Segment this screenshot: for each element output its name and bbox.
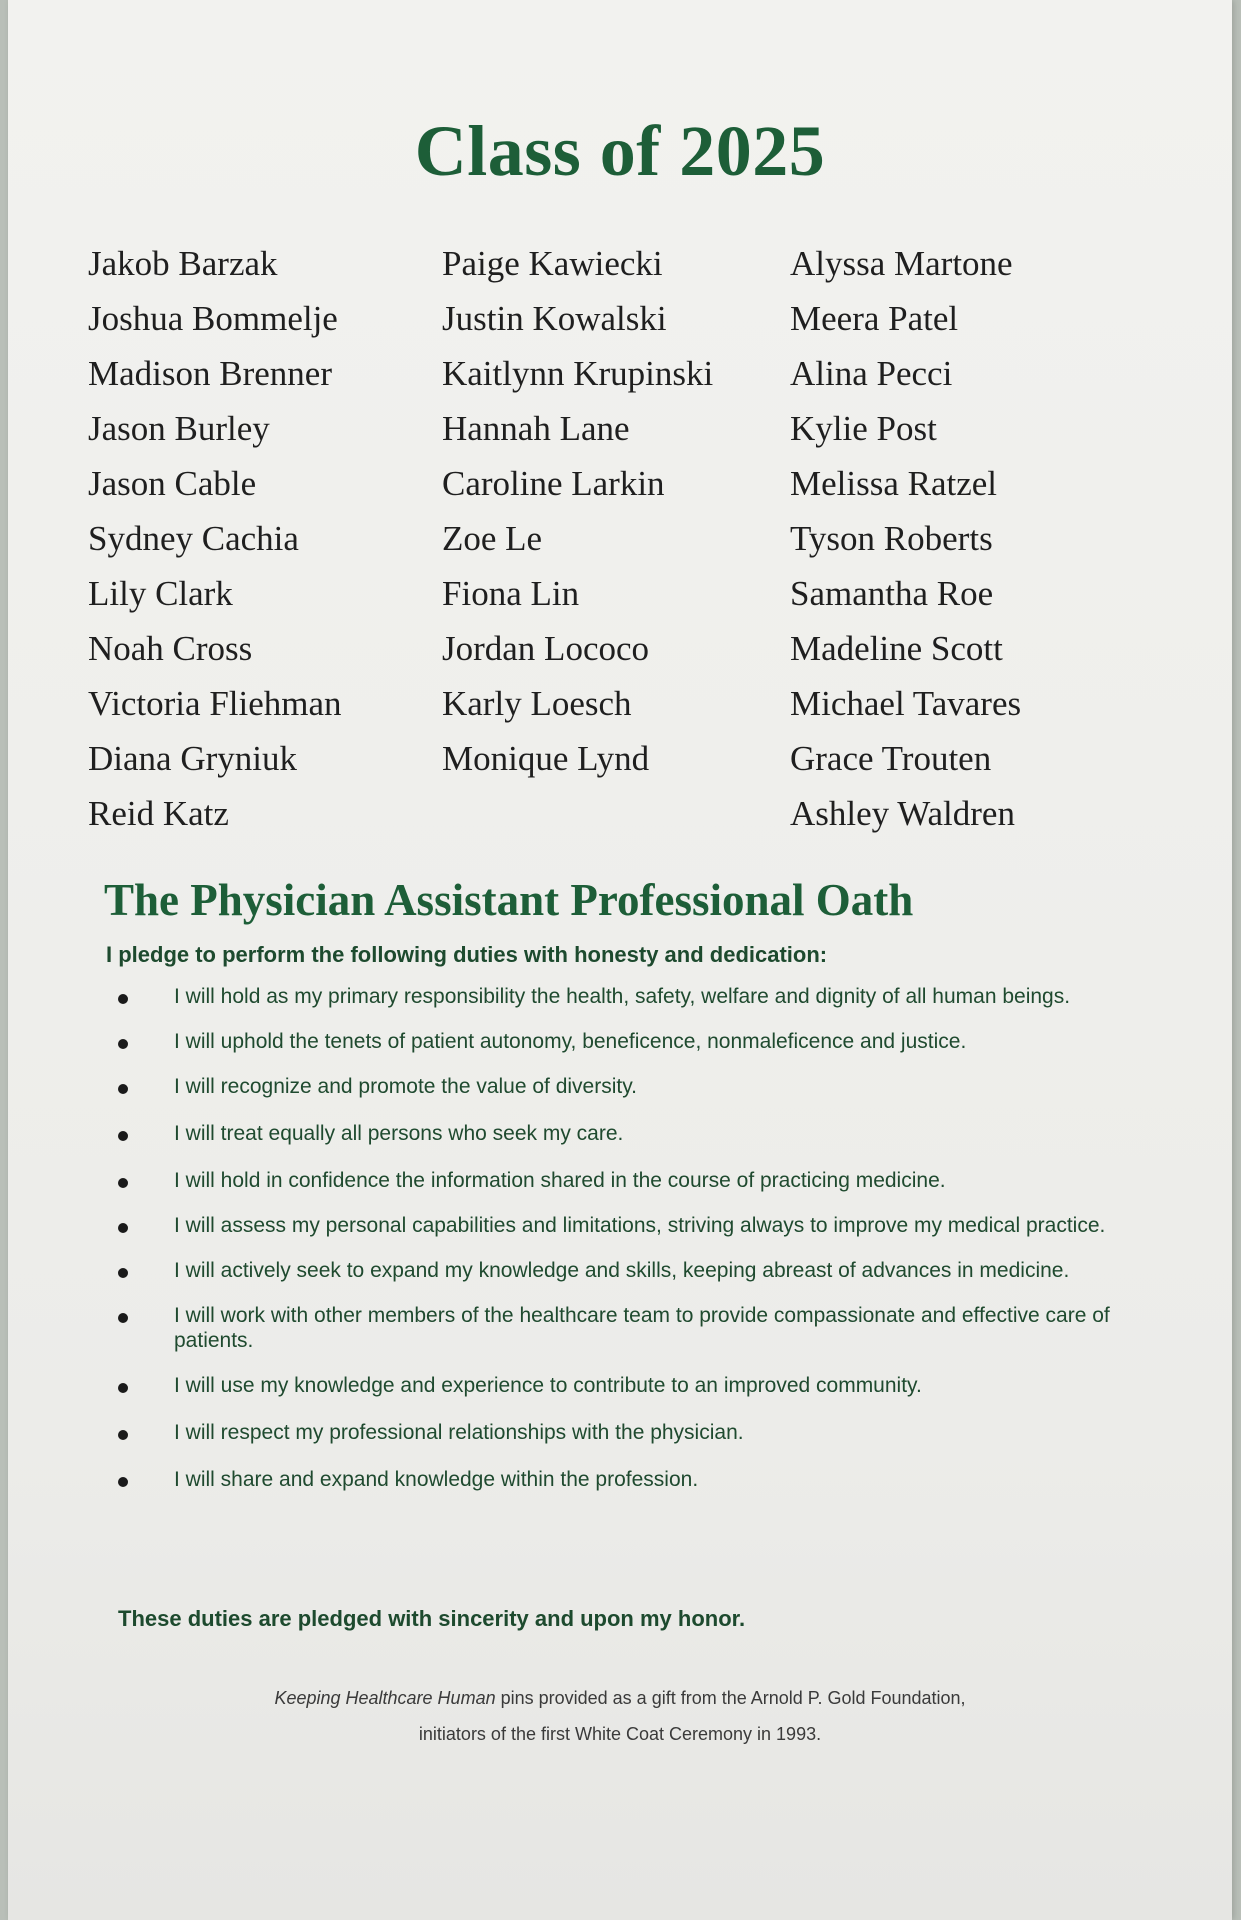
class-member-name: Karly Loesch — [442, 684, 632, 723]
oath-duty — [112, 984, 1142, 1009]
class-member-name: Joshua Bommelje — [88, 299, 338, 338]
class-member-name: Melissa Ratzel — [790, 464, 998, 503]
pledge-closing: These duties are pledged with sincerity and upon my honor. — [118, 1606, 746, 1631]
oath-duty — [112, 1303, 1142, 1353]
bullet-icon — [118, 1223, 128, 1233]
class-member-name: Paige Kawiecki — [442, 244, 663, 283]
oath-duty-text: I will actively seek to expand my knowledge and skills, keeping abreast of advances in medicine. — [174, 1259, 1070, 1282]
names-column-3 — [790, 236, 1021, 841]
footer-line1: pins provided as a gift from the Arnold P. Gold Foundation, — [495, 1688, 966, 1708]
oath-duty-text: I will share and expand knowledge within the profession. — [174, 1468, 699, 1491]
oath-duty-text: I will work with other members of the healthcare team to provide compassionate and effective care of patients. — [174, 1304, 1110, 1352]
bullet-icon — [118, 1039, 128, 1049]
bullet-icon — [118, 1383, 128, 1393]
oath-duty-text: I will hold as my primary responsibility the health, safety, welfare and dignity of all human beings. — [174, 985, 1071, 1008]
class-title: Class of 2025 — [414, 111, 826, 191]
oath-duty-text: I will hold in confidence the information shared in the course of practicing medicine. — [174, 1169, 946, 1192]
class-member-name: Alyssa Martone — [790, 244, 1013, 283]
oath-duty-text: I will assess my personal capabilities and limitations, striving always to improve my medical practice. — [174, 1214, 1106, 1237]
class-member-name: Jordan Lococo — [442, 629, 650, 668]
oath-duty-text: I will use my knowledge and experience to contribute to an improved community. — [174, 1374, 922, 1397]
class-member-name: Michael Tavares — [790, 684, 1022, 723]
class-member-name: Fiona Lin — [442, 574, 580, 613]
names-column-1 — [88, 236, 342, 841]
class-member-name: Jakob Barzak — [88, 244, 278, 283]
class-member-name: Zoe Le — [442, 519, 543, 558]
oath-duty — [112, 1074, 1142, 1099]
oath-duty-text: I will treat equally all persons who seek my care. — [174, 1122, 624, 1145]
class-member-name: Sydney Cachia — [88, 519, 299, 558]
oath-duty — [112, 1213, 1142, 1238]
class-member-name: Madeline Scott — [790, 629, 1003, 668]
oath-duty — [112, 1373, 1142, 1398]
class-member-name: Kylie Post — [790, 409, 937, 448]
oath-duty — [112, 1029, 1142, 1054]
duties-list — [112, 984, 1142, 1492]
bullet-icon — [118, 994, 128, 1004]
bullet-icon — [118, 1430, 128, 1440]
class-member-name: Grace Trouten — [790, 739, 992, 778]
footer-note — [8, 1680, 1232, 1752]
class-member-name: Tyson Roberts — [790, 519, 993, 558]
class-member-name: Madison Brenner — [88, 354, 332, 393]
class-member-name: Diana Gryniuk — [88, 739, 297, 778]
oath-duty — [112, 1467, 1142, 1492]
class-member-name: Reid Katz — [88, 794, 229, 833]
footer-italic: Keeping Healthcare Human — [274, 1688, 496, 1708]
class-member-name: Samantha Roe — [790, 574, 994, 613]
bullet-icon — [118, 1313, 128, 1323]
class-member-name: Alina Pecci — [790, 354, 953, 393]
class-member-name: Jason Burley — [88, 409, 270, 448]
class-member-name: Victoria Fliehman — [88, 684, 342, 723]
class-member-name: Meera Patel — [790, 299, 959, 338]
oath-title: The Physician Assistant Professional Oath — [104, 875, 914, 925]
class-member-name: Hannah Lane — [442, 409, 630, 448]
class-member-name: Kaitlynn Krupinski — [442, 354, 714, 393]
oath-duty-text: I will uphold the tenets of patient autonomy, beneficence, nonmaleficence and justice. — [174, 1030, 967, 1053]
class-member-name: Noah Cross — [88, 629, 253, 668]
oath-duty — [112, 1420, 1142, 1445]
oath-duty-text: I will respect my professional relationships with the physician. — [174, 1421, 744, 1444]
oath-duty — [112, 1168, 1142, 1193]
class-member-name: Justin Kowalski — [442, 299, 667, 338]
bullet-icon — [118, 1084, 128, 1094]
oath-duty — [112, 1258, 1142, 1283]
pledge-intro: I pledge to perform the following duties with honesty and dedication: — [106, 942, 828, 967]
class-member-name: Jason Cable — [88, 464, 257, 503]
oath-duty — [112, 1121, 1142, 1146]
bullet-icon — [118, 1131, 128, 1141]
class-member-name: Ashley Waldren — [790, 794, 1015, 833]
class-member-name: Caroline Larkin — [442, 464, 665, 503]
bullet-icon — [118, 1178, 128, 1188]
oath-duty-text: I will recognize and promote the value of diversity. — [174, 1075, 638, 1098]
class-member-name: Monique Lynd — [442, 739, 650, 778]
names-column-2 — [442, 236, 713, 786]
footer-line2: initiators of the first White Coat Ceremony in 1993. — [418, 1724, 822, 1744]
class-member-name: Lily Clark — [88, 574, 233, 613]
program-page — [8, 0, 1232, 1920]
bullet-icon — [118, 1268, 128, 1278]
bullet-icon — [118, 1477, 128, 1487]
